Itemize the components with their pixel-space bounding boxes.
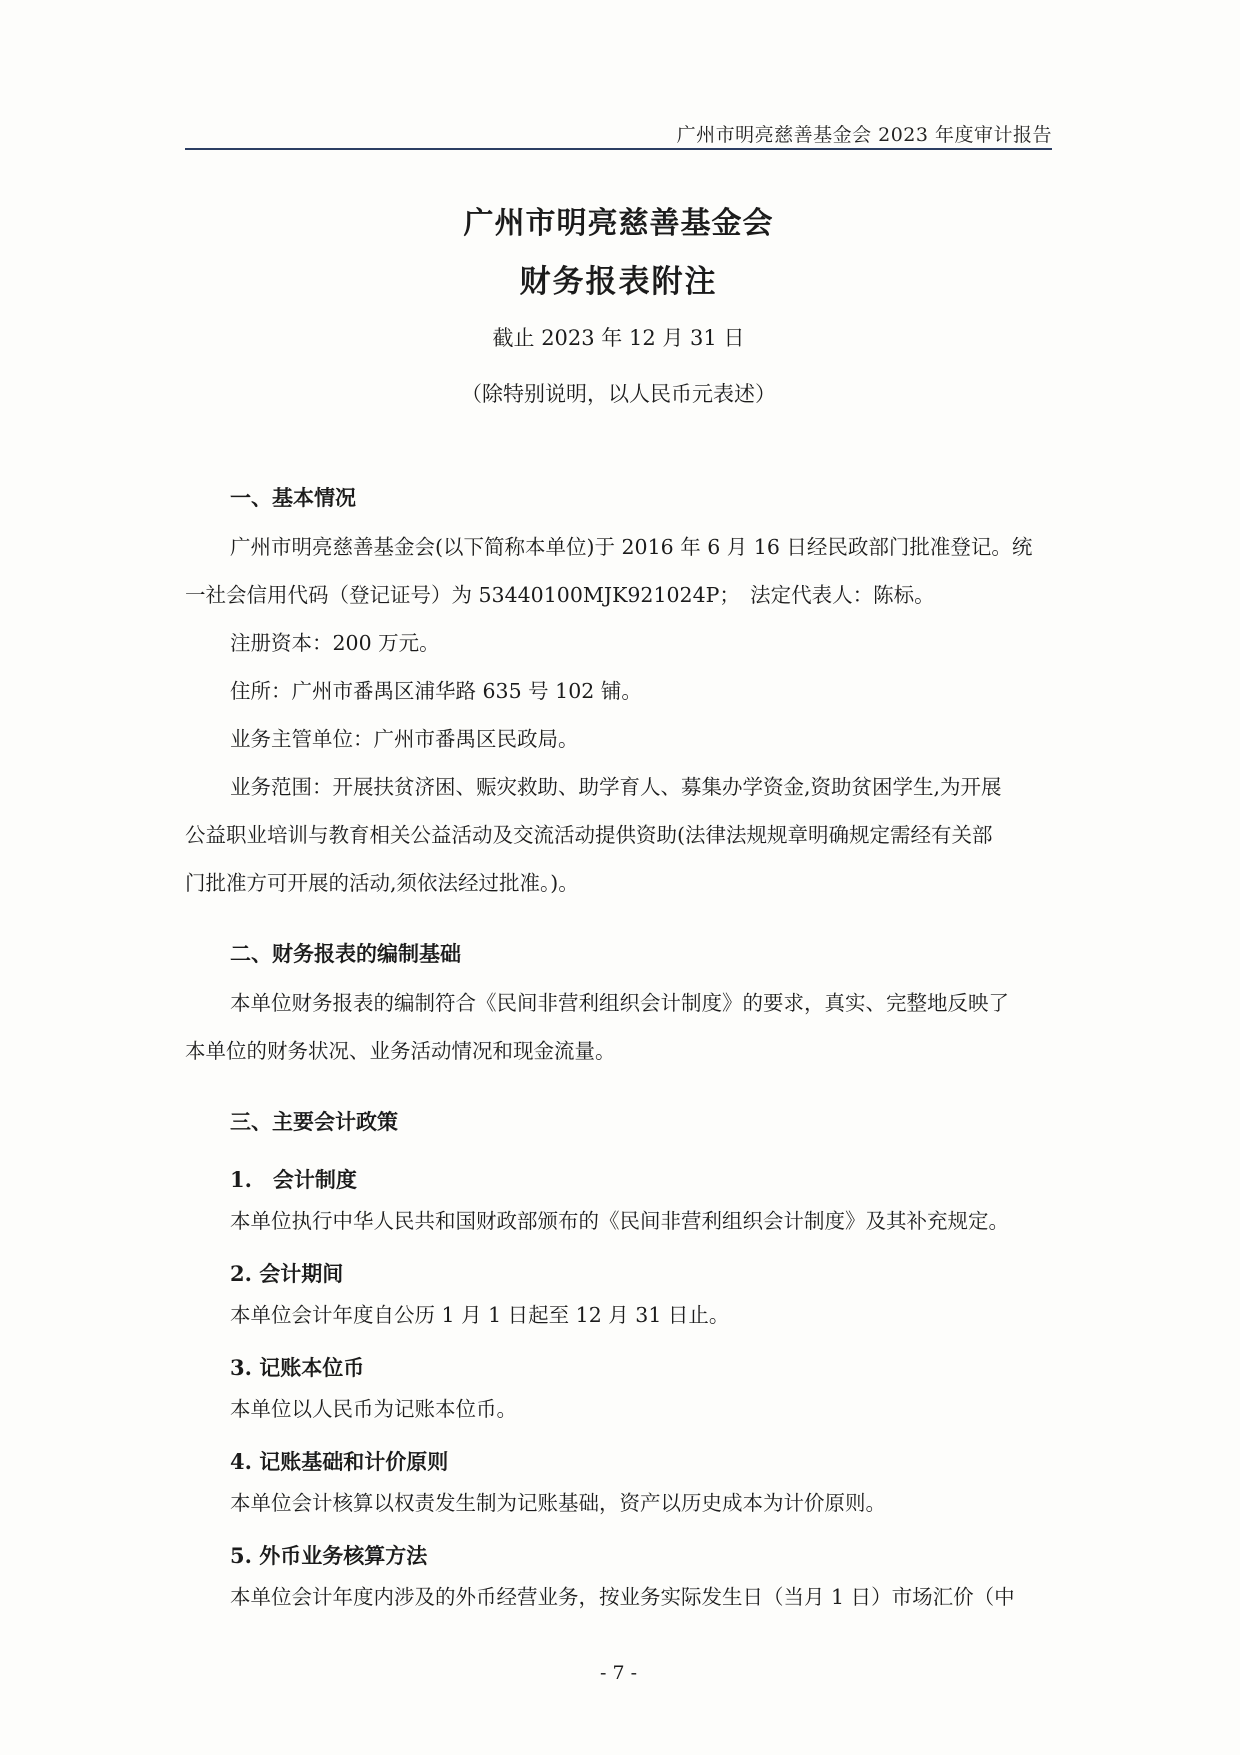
paragraph-line: 本单位的财务状况、业务活动情况和现金流量。 bbox=[185, 1039, 616, 1063]
running-header: 广州市明亮慈善基金会 2023 年度审计报告 bbox=[676, 124, 1052, 146]
section-heading-basis: 二、财务报表的编制基础 bbox=[230, 941, 461, 966]
header-rule bbox=[185, 148, 1052, 150]
section-heading-policies: 三、主要会计政策 bbox=[230, 1109, 398, 1134]
subsection-heading: 2. 会计期间 bbox=[230, 1261, 344, 1286]
business-scope-line: 业务范围：开展扶贫济困、赈灾救助、助学育人、募集办学资金,资助贫困学生,为开展 bbox=[230, 775, 1002, 799]
registered-capital: 注册资本：200 万元。 bbox=[230, 631, 440, 655]
paragraph-line: 一社会信用代码（登记证号）为 53440100MJK921024P； 法定代表人：陈标。 bbox=[185, 583, 935, 607]
date-line: 截止 2023 年 12 月 31 日 bbox=[492, 326, 745, 350]
page-number: - 7 - bbox=[599, 1662, 637, 1684]
subsection-heading: 4. 记账基础和计价原则 bbox=[230, 1449, 449, 1474]
business-scope-line: 公益职业培训与教育相关公益活动及交流活动提供资助(法律法规规章明确规定需经有关部 bbox=[185, 823, 993, 847]
section-heading-basic-info: 一、基本情况 bbox=[230, 485, 356, 510]
subsection-text: 本单位执行中华人民共和国财政部颁布的《民间非营利组织会计制度》及其补充规定。 bbox=[230, 1209, 1009, 1233]
doc-title: 财务报表附注 bbox=[519, 264, 718, 300]
currency-note: （除特别说明，以人民币元表述） bbox=[461, 382, 776, 406]
supervising-unit: 业务主管单位：广州市番禺区民政局。 bbox=[230, 727, 579, 751]
business-scope-line: 门批准方可开展的活动,须依法经过批准。)。 bbox=[185, 871, 579, 895]
subsection-heading: 1. 会计制度 bbox=[230, 1167, 357, 1192]
subsection-heading: 5. 外币业务核算方法 bbox=[230, 1543, 428, 1568]
address: 住所：广州市番禺区浦华路 635 号 102 铺。 bbox=[230, 679, 642, 703]
subsection-text: 本单位以人民币为记账本位币。 bbox=[230, 1397, 517, 1421]
subsection-heading: 3. 记账本位币 bbox=[230, 1355, 365, 1380]
org-title: 广州市明亮慈善基金会 bbox=[463, 206, 774, 241]
subsection-text: 本单位会计核算以权责发生制为记账基础，资产以历史成本为计价原则。 bbox=[230, 1491, 886, 1515]
subsection-text: 本单位会计年度内涉及的外币经营业务，按业务实际发生日（当月 1 日）市场汇价（中 bbox=[230, 1585, 1015, 1609]
subsection-text: 本单位会计年度自公历 1 月 1 日起至 12 月 31 日止。 bbox=[230, 1303, 730, 1327]
paragraph-line: 广州市明亮慈善基金会(以下简称本单位)于 2016 年 6 月 16 日经民政部门批准登记。统 bbox=[230, 535, 1033, 559]
paragraph-line: 本单位财务报表的编制符合《民间非营利组织会计制度》的要求，真实、完整地反映了 bbox=[230, 991, 1009, 1015]
